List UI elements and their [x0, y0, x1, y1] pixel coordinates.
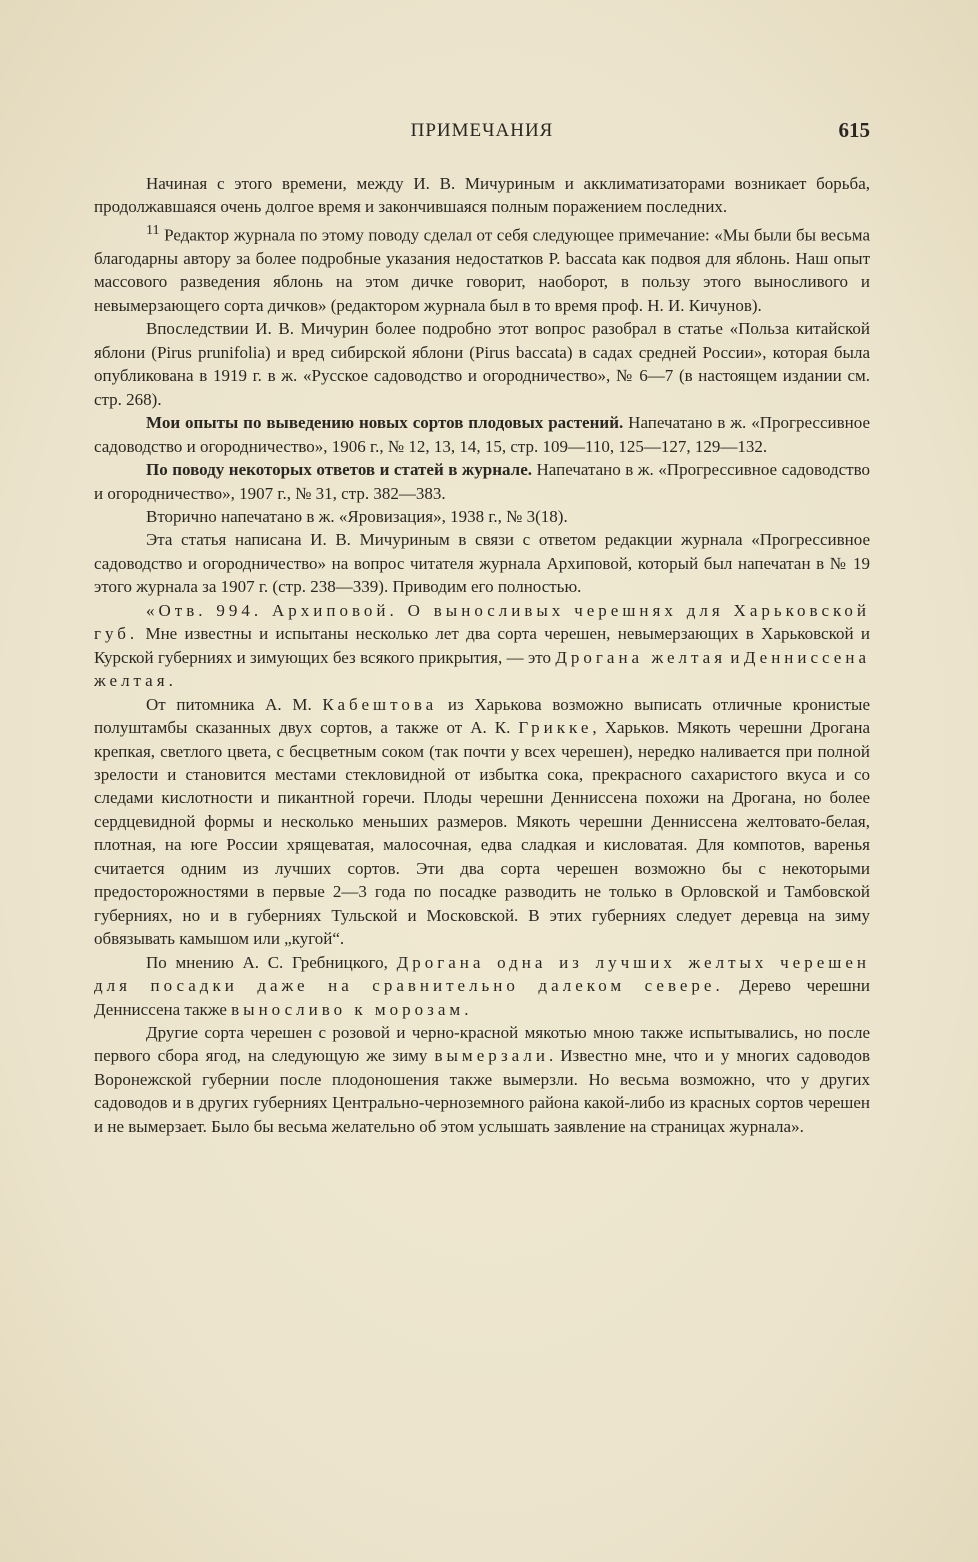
- running-title: ПРИМЕЧАНИЯ: [410, 120, 554, 141]
- paragraph: Начиная с этого времени, между И. В. Мичуриным и акклиматизаторами возникает борьба, продолжавшаяся очень долгое время и закончившаяся полным поражением последних.: [94, 174, 870, 217]
- quote-paragraph: От питомника А. М. Кабештова из Харькова возможно выписать отличные кронистые полуштамбы сказанных двух сортов, а также от А. К. Грикке, Харьков. Мякоть черешни Дрогана крепкая, светлого цвета, с бесцветным соком (так почти у всех черешен), нередко наливается при полной зрелости и становится местами стекловидной от избытка сока, прекрасного сахаристого вкуса и со следами кислотности и пикантной горечи. Плоды черешни Денниссена похожи на Дрогана, но более сердцевидной формы и несколько меньших размеров. Мякоть черешни Денниссена желтовато-белая, плотная, на юге России хрящеватая, малосочная, едва сладкая и кисловатая. Для компотов, варенья считается одним из лучших сортов. Эти два сорта черешен возможно бы с некоторыми предосторожностями в первые 2—3 года по посадке разводить не только в Орловской и Тамбовской губерниях, но и в губерниях Тульской и Московской. В этих губерниях следует деревца на зиму обвязывать камышом или „кугой“.: [94, 694, 870, 949]
- notes-text: [94, 172, 870, 1138]
- quote-paragraph: Другие сорта черешен с розовой и черно-красной мякотью мною также испытывались, но после первого сбора ягод, на следующую же зиму вымерзали. Известно мне, что и у многих садоводов Воронежской губернии после плодоношения также вымерзли. Но весьма возможно, что у других садоводов и в других губерниях Центрально-черноземного района какой-либо из красных сортов черешен и не вымерзает. Было бы весьма желательно об этом услышать заявление на страницах журнала».: [94, 1022, 870, 1136]
- article-title: Мои опыты по выведению новых сортов плодовых растений.: [146, 413, 624, 433]
- paragraph: Мои опыты по выведению новых сортов плодовых растений. Напечатано в ж. «Прогрессивное садоводство и огородничество», 1906 г., № 12, 13, 14, 15, стр. 109—110, 125—127, 129—132.: [94, 413, 871, 456]
- quote-paragraph: По мнению А. С. Гребницкого, Дрогана одна из лучших желтых черешен для посадки даже на сравнительно далеком севере. Дерево черешни Денниссена также выносливо к морозам.: [94, 952, 870, 1019]
- quote-paragraph: «Отв. 994. Архиповой. О выносливых черешнях для Харьковской губ. Мне известны и испытаны несколько лет два сорта черешен, невымерзающих в Харьковской и Курской губерниях и зимующих без всякого прикрытия, — это Дрогана желтая и Денниссена желтая.: [94, 600, 870, 691]
- page-header: [94, 120, 870, 148]
- paragraph: Впоследствии И. В. Мичурин более подробно этот вопрос разобрал в статье «Польза китайской яблони (Pirus prunifolia) и вред сибирской яблони (Pirus baccata) в садах средней России», которая была опубликована в 1919 г. в ж. «Русское садоводство и огородничество», № 6—7 (в настоящем издании см. стр. 268).: [94, 319, 870, 409]
- page-number: 615: [838, 118, 870, 142]
- paragraph: $^{11}$ Редактор журнала по этому поводу сделал от себя следующее примечание: «Мы были бы весьма благодарны автору за более подробные указания недостатков P. baccata как подвоя для яблонь. Наш опыт массового разведения яблонь на этом дичке говорит, наоборот, в пользу этого выносливого и невымерзающего сорта дичков» (редактором журнала был в то время проф. Н. И. Кичунов).: [94, 221, 870, 315]
- paragraph: Эта статья написана И. В. Мичуриным в связи с ответом редакции журнала «Прогрессивное садоводство и огородничество» на вопрос читателя журнала Архиповой, который был напечатан в № 19 этого журнала за 1907 г. (стр. 238—339). Приводим его полностью.: [94, 530, 870, 597]
- paragraph: Вторично напечатано в ж. «Яровизация», 1938 г., № 3(18).: [146, 507, 568, 526]
- article-title: По поводу некоторых ответов и статей в журнале.: [146, 460, 532, 480]
- paragraph: По поводу некоторых ответов и статей в журнале. Напечатано в ж. «Прогрессивное садоводство и огородничество», 1907 г., № 31, стр. 382—383.: [94, 460, 871, 503]
- footnote-number: 11: [146, 221, 160, 238]
